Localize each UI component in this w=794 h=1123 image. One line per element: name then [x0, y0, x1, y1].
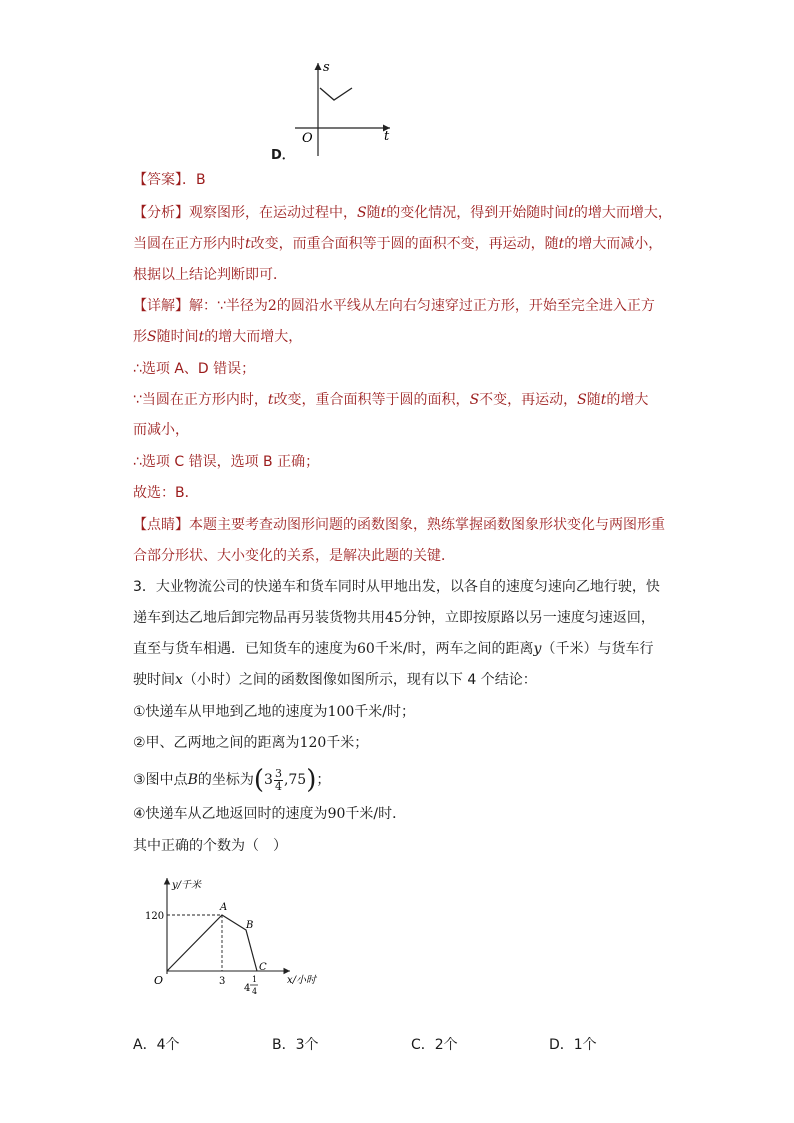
comment-tag: 【点睛】: [133, 517, 189, 533]
number: 60: [357, 641, 375, 657]
numerator: 3: [274, 766, 282, 780]
text: 千米/时．: [345, 806, 407, 822]
text: ∵当圆在正方形内时，: [133, 392, 268, 408]
answer-tag: 【答案】: [133, 172, 182, 188]
conclusion-3: [133, 766, 330, 794]
text: 分钟，立即按原路以另一速度匀速返回，: [402, 610, 655, 626]
answer-line: [133, 170, 206, 190]
detail-line-7: 故选：B．: [133, 485, 199, 501]
x-tick-mixed-whole: 4: [244, 983, 251, 994]
analysis-line-2: [133, 234, 662, 254]
var-t: t: [245, 236, 251, 252]
text: 千米；: [326, 735, 369, 751]
graph-curve: [320, 88, 352, 100]
mixed-whole: 3: [264, 772, 273, 788]
conclusion-4: [133, 804, 406, 824]
text: ①快递车从甲地到乙地的速度为: [133, 704, 328, 720]
detail-line-3: ∴选项 A、D 错误；: [133, 361, 256, 377]
q3-line-3: [133, 639, 653, 659]
detail-line-6: ∴选项 C 错误，选项 B 正确；: [133, 454, 320, 470]
var-t: t: [198, 329, 205, 345]
origin-label: O: [154, 974, 164, 987]
answer-value: ．B: [182, 172, 206, 188]
text: 随: [586, 392, 601, 408]
option-d[interactable]: D．1个: [549, 1037, 597, 1053]
option-a[interactable]: A．4个: [133, 1037, 180, 1053]
var-b: B: [187, 772, 198, 788]
text: 递车到达乙地后卸完物品再另装货物共用: [133, 610, 385, 626]
number: 2: [267, 298, 277, 314]
conclusion-1: [133, 702, 415, 722]
text: 的增大而增大，: [573, 205, 672, 221]
var-s: S: [357, 205, 367, 221]
number: 90: [327, 806, 346, 822]
fraction: [274, 768, 283, 793]
point-a-label: A: [220, 902, 228, 913]
origin-label: O: [302, 131, 313, 146]
graph-question-3: [140, 872, 340, 1002]
number: 120: [299, 735, 327, 751]
text: 随: [366, 205, 381, 221]
var-t: t: [568, 205, 574, 221]
text: 直至与货车相遇．已知货车的速度为: [133, 641, 357, 657]
text: 驶时间: [133, 672, 175, 688]
text: 改变，而重合面积等于圆的面积不变，再运动，随: [250, 236, 559, 252]
q3-line-1: 3．大业物流公司的快递车和货车同时从甲地出发，以各自的速度匀速向乙地行驶，快: [133, 579, 660, 595]
point-c-label: C: [259, 962, 267, 973]
var-y: y: [533, 641, 542, 657]
denominator: 4: [274, 779, 282, 793]
var-s: S: [469, 392, 480, 408]
text: ③图中点: [133, 772, 188, 788]
conclusion-2: [133, 733, 368, 753]
detail-line-5: 而减小，: [133, 422, 189, 438]
text: 的变化情况，得到开始随时间: [386, 205, 569, 221]
graph-option-d: [290, 58, 400, 160]
text: 千米/时，两车之间的距离: [374, 641, 534, 657]
var-s: S: [577, 392, 587, 408]
x-tick-mixed-num: 1: [252, 975, 258, 984]
x-tick-3: 3: [219, 976, 226, 987]
option-c[interactable]: C．2个: [411, 1037, 458, 1053]
point-b-label: B: [246, 920, 254, 931]
text: 本题主要考查动图形问题的函数图象，熟练掌握函数图象形状变化与两图形重: [189, 517, 665, 533]
var-t: t: [267, 392, 274, 408]
q3-line-2: [133, 608, 655, 628]
y-axis-label: y/千米: [172, 880, 202, 891]
text: 不变，再运动，: [479, 392, 578, 408]
text: ④快递车从乙地返回时的速度为: [133, 806, 328, 822]
var-x: x: [175, 672, 183, 688]
detail-line-2: [133, 327, 302, 347]
graph-polyline: [167, 915, 257, 971]
text: 千米/时；: [354, 704, 416, 720]
y-tick-120: 120: [145, 911, 165, 922]
text: 当圆在正方形内时: [133, 236, 245, 252]
comment-line-2: 合部分形状、大小变化的关系，是解决此题的关键．: [133, 548, 455, 564]
var-s: S: [147, 329, 157, 345]
text: （小时）之间的函数图像如图所示，现有以下 4 个结论：: [182, 672, 537, 688]
var-t: t: [380, 205, 387, 221]
var-t: t: [600, 392, 607, 408]
x-tick-mixed-den: 4: [252, 987, 258, 996]
number: 100: [327, 704, 355, 720]
text: 观察图形，在运动过程中，: [189, 205, 357, 221]
x-axis-label: x/小时: [287, 975, 317, 986]
option-b[interactable]: B．3个: [272, 1037, 319, 1053]
q3-ask: 其中正确的个数为（ ）: [133, 838, 287, 854]
text: 形: [133, 329, 147, 345]
detail-line-1: [133, 296, 655, 316]
left-paren: (: [253, 765, 265, 795]
y-coordinate: ,75: [283, 772, 307, 788]
detail-tag: 【详解】: [133, 298, 189, 314]
text: ；: [316, 772, 331, 788]
analysis-line-1: [133, 203, 672, 223]
text: 解：∵半径为: [189, 298, 268, 314]
point-b-coordinate: [254, 766, 317, 794]
text: （千米）与货车行: [541, 641, 654, 657]
text: 随时间: [156, 329, 199, 345]
analysis-line-3: 根据以上结论判断即可．: [133, 267, 287, 283]
x-axis-label: t: [384, 129, 390, 144]
text: 的圆沿水平线从左向右匀速穿过正方形，开始至完全进入正方: [276, 298, 655, 314]
var-t: t: [558, 236, 565, 252]
text: 的增大而增大，: [204, 329, 303, 345]
text: ②甲、乙两地之间的距离为: [133, 735, 300, 751]
detail-line-4: [133, 390, 648, 410]
comment-line-1: [133, 515, 665, 535]
option-d-label: D．: [271, 148, 295, 163]
right-paren: ): [306, 765, 317, 795]
text: 的坐标为: [197, 772, 254, 788]
number: 45: [385, 610, 403, 626]
q3-line-4: [133, 670, 537, 690]
text: 的增大而减小，: [564, 236, 663, 252]
text: 改变，重合面积等于圆的面积，: [273, 392, 470, 408]
analysis-tag: 【分析】: [133, 205, 189, 221]
y-axis-label: s: [323, 60, 330, 75]
text: 的增大: [606, 392, 649, 408]
